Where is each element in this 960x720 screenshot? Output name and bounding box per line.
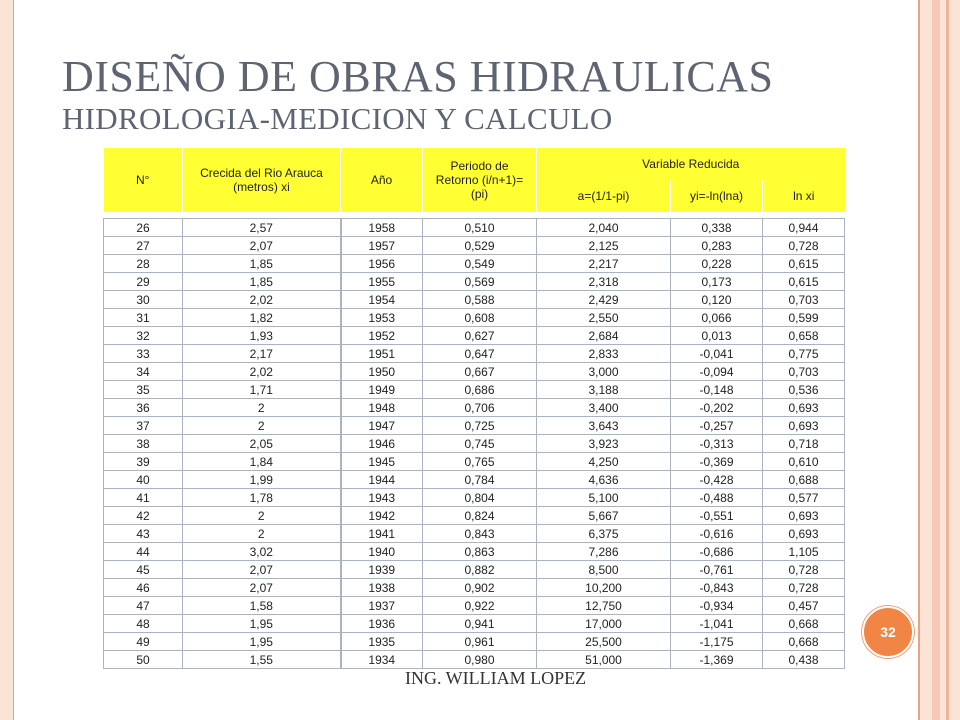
cell-n: 26	[104, 219, 183, 237]
cell-crecida: 2,07	[183, 561, 341, 579]
cell-crecida: 1,85	[183, 255, 341, 273]
cell-crecida: 1,55	[183, 651, 341, 669]
cell-periodo: 0,980	[423, 651, 537, 669]
cell-anio: 1956	[341, 255, 423, 273]
right-frame-stripe-thin	[946, 0, 949, 720]
right-frame-stripe	[932, 0, 940, 720]
cell-crecida: 2	[183, 399, 341, 417]
cell-n: 27	[104, 237, 183, 255]
cell-anio: 1934	[341, 651, 423, 669]
cell-n: 38	[104, 435, 183, 453]
cell-n: 39	[104, 453, 183, 471]
cell-a: 51,000	[537, 651, 671, 669]
cell-yi: 0,173	[671, 273, 763, 291]
cell-a: 10,200	[537, 579, 671, 597]
cell-crecida: 1,78	[183, 489, 341, 507]
cell-n: 42	[104, 507, 183, 525]
cell-crecida: 2	[183, 525, 341, 543]
cell-crecida: 2	[183, 507, 341, 525]
table-row	[104, 327, 845, 345]
table-row	[104, 255, 845, 273]
cell-yi: -1,369	[671, 651, 763, 669]
cell-crecida: 2,02	[183, 363, 341, 381]
cell-periodo: 0,667	[423, 363, 537, 381]
cell-crecida: 2,02	[183, 291, 341, 309]
table-row	[104, 489, 845, 507]
cell-crecida: 1,85	[183, 273, 341, 291]
cell-crecida: 1,71	[183, 381, 341, 399]
cell-ln-xi: 0,728	[763, 237, 845, 255]
cell-crecida: 2,05	[183, 435, 341, 453]
cell-ln-xi: 0,944	[763, 219, 845, 237]
cell-crecida: 2,57	[183, 219, 341, 237]
cell-crecida: 1,58	[183, 597, 341, 615]
cell-ln-xi: 0,693	[763, 417, 845, 435]
cell-yi: 0,066	[671, 309, 763, 327]
cell-periodo: 0,745	[423, 435, 537, 453]
cell-a: 2,125	[537, 237, 671, 255]
cell-anio: 1951	[341, 345, 423, 363]
cell-a: 17,000	[537, 615, 671, 633]
cell-n: 48	[104, 615, 183, 633]
cell-crecida: 1,84	[183, 453, 341, 471]
cell-crecida: 1,99	[183, 471, 341, 489]
table-row	[104, 381, 845, 399]
table-row	[104, 507, 845, 525]
cell-crecida: 1,95	[183, 633, 341, 651]
cell-yi: 0,228	[671, 255, 763, 273]
cell-n: 31	[104, 309, 183, 327]
cell-ln-xi: 0,599	[763, 309, 845, 327]
cell-yi: -0,761	[671, 561, 763, 579]
cell-anio: 1954	[341, 291, 423, 309]
cell-a: 2,833	[537, 345, 671, 363]
table-row	[104, 471, 845, 489]
cell-yi: -0,843	[671, 579, 763, 597]
cell-periodo: 0,647	[423, 345, 537, 363]
cell-yi: -0,257	[671, 417, 763, 435]
cell-periodo: 0,725	[423, 417, 537, 435]
table-row	[104, 615, 845, 633]
cell-periodo: 0,706	[423, 399, 537, 417]
cell-a: 5,667	[537, 507, 671, 525]
cell-yi: -0,094	[671, 363, 763, 381]
cell-periodo: 0,765	[423, 453, 537, 471]
table-row	[104, 633, 845, 651]
cell-yi: -1,041	[671, 615, 763, 633]
cell-anio: 1952	[341, 327, 423, 345]
cell-crecida: 1,93	[183, 327, 341, 345]
table-row	[104, 561, 845, 579]
cell-a: 3,400	[537, 399, 671, 417]
table-body	[104, 219, 845, 669]
table-row	[104, 525, 845, 543]
cell-a: 2,040	[537, 219, 671, 237]
table-row	[104, 219, 845, 237]
hydrology-table	[103, 148, 845, 669]
table-row	[104, 543, 845, 561]
cell-yi: 0,338	[671, 219, 763, 237]
cell-n: 37	[104, 417, 183, 435]
cell-anio: 1949	[341, 381, 423, 399]
table-row	[104, 345, 845, 363]
cell-a: 3,000	[537, 363, 671, 381]
cell-periodo: 0,627	[423, 327, 537, 345]
cell-a: 2,550	[537, 309, 671, 327]
cell-periodo: 0,961	[423, 633, 537, 651]
cell-ln-xi: 0,438	[763, 651, 845, 669]
table-row	[104, 417, 845, 435]
cell-periodo: 0,569	[423, 273, 537, 291]
table-row	[104, 651, 845, 669]
title-line-2: HIDROLOGIA-MEDICION Y CALCULO	[62, 101, 613, 136]
cell-a: 8,500	[537, 561, 671, 579]
cell-n: 46	[104, 579, 183, 597]
title-line-1: DISEÑO DE OBRAS HIDRAULICAS	[62, 52, 774, 101]
cell-n: 30	[104, 291, 183, 309]
cell-a: 5,100	[537, 489, 671, 507]
slide-title	[62, 52, 902, 136]
cell-periodo: 0,608	[423, 309, 537, 327]
cell-a: 12,750	[537, 597, 671, 615]
right-frame-line	[918, 0, 920, 720]
cell-yi: -0,428	[671, 471, 763, 489]
cell-anio: 1957	[341, 237, 423, 255]
header-anio: Año	[341, 148, 423, 212]
cell-ln-xi: 0,728	[763, 579, 845, 597]
cell-a: 7,286	[537, 543, 671, 561]
table-row	[104, 291, 845, 309]
cell-anio: 1947	[341, 417, 423, 435]
cell-yi: -0,148	[671, 381, 763, 399]
cell-a: 6,375	[537, 525, 671, 543]
cell-anio: 1950	[341, 363, 423, 381]
cell-n: 29	[104, 273, 183, 291]
cell-n: 40	[104, 471, 183, 489]
cell-periodo: 0,882	[423, 561, 537, 579]
cell-a: 2,217	[537, 255, 671, 273]
cell-ln-xi: 0,703	[763, 291, 845, 309]
left-frame-border	[0, 0, 13, 720]
cell-ln-xi: 0,703	[763, 363, 845, 381]
cell-periodo: 0,549	[423, 255, 537, 273]
left-frame-line	[13, 0, 14, 720]
cell-ln-xi: 0,728	[763, 561, 845, 579]
cell-periodo: 0,824	[423, 507, 537, 525]
cell-anio: 1946	[341, 435, 423, 453]
cell-ln-xi: 0,615	[763, 255, 845, 273]
table-row	[104, 309, 845, 327]
cell-anio: 1938	[341, 579, 423, 597]
cell-anio: 1936	[341, 615, 423, 633]
cell-yi: -0,934	[671, 597, 763, 615]
table-row	[104, 237, 845, 255]
cell-periodo: 0,686	[423, 381, 537, 399]
cell-crecida: 2,07	[183, 237, 341, 255]
cell-anio: 1939	[341, 561, 423, 579]
cell-yi: 0,013	[671, 327, 763, 345]
header-crecida: Crecida del Rio Arauca (metros) xi	[183, 148, 341, 212]
cell-n: 49	[104, 633, 183, 651]
table-row	[104, 597, 845, 615]
cell-n: 44	[104, 543, 183, 561]
cell-a: 3,643	[537, 417, 671, 435]
cell-crecida: 1,82	[183, 309, 341, 327]
footer-author: ING. WILLIAM LOPEZ	[405, 668, 587, 688]
cell-yi: -0,488	[671, 489, 763, 507]
cell-ln-xi: 1,105	[763, 543, 845, 561]
cell-a: 2,429	[537, 291, 671, 309]
cell-n: 45	[104, 561, 183, 579]
header-variable-reducida: Variable Reducida	[537, 148, 845, 180]
cell-periodo: 0,510	[423, 219, 537, 237]
cell-ln-xi: 0,615	[763, 273, 845, 291]
cell-yi: -0,313	[671, 435, 763, 453]
cell-n: 33	[104, 345, 183, 363]
cell-ln-xi: 0,668	[763, 615, 845, 633]
cell-periodo: 0,804	[423, 489, 537, 507]
cell-crecida: 2	[183, 417, 341, 435]
table-row	[104, 363, 845, 381]
cell-n: 35	[104, 381, 183, 399]
cell-n: 32	[104, 327, 183, 345]
cell-n: 36	[104, 399, 183, 417]
header-n: N°	[104, 148, 183, 212]
cell-yi: -0,041	[671, 345, 763, 363]
cell-ln-xi: 0,775	[763, 345, 845, 363]
cell-anio: 1944	[341, 471, 423, 489]
table-row	[104, 273, 845, 291]
cell-yi: -0,202	[671, 399, 763, 417]
cell-anio: 1955	[341, 273, 423, 291]
cell-ln-xi: 0,457	[763, 597, 845, 615]
cell-a: 25,500	[537, 633, 671, 651]
cell-periodo: 0,529	[423, 237, 537, 255]
cell-n: 43	[104, 525, 183, 543]
header-ln-xi: ln xi	[763, 180, 845, 212]
cell-ln-xi: 0,693	[763, 507, 845, 525]
cell-periodo: 0,843	[423, 525, 537, 543]
table-row	[104, 399, 845, 417]
table-row	[104, 579, 845, 597]
cell-a: 2,318	[537, 273, 671, 291]
cell-n: 34	[104, 363, 183, 381]
cell-crecida: 2,17	[183, 345, 341, 363]
cell-a: 4,250	[537, 453, 671, 471]
cell-periodo: 0,941	[423, 615, 537, 633]
cell-ln-xi: 0,693	[763, 399, 845, 417]
cell-ln-xi: 0,668	[763, 633, 845, 651]
cell-yi: -0,551	[671, 507, 763, 525]
page-number-badge: 32	[862, 606, 914, 658]
cell-periodo: 0,588	[423, 291, 537, 309]
cell-yi: 0,120	[671, 291, 763, 309]
cell-yi: -0,369	[671, 453, 763, 471]
cell-a: 3,188	[537, 381, 671, 399]
cell-ln-xi: 0,718	[763, 435, 845, 453]
cell-anio: 1937	[341, 597, 423, 615]
cell-anio: 1942	[341, 507, 423, 525]
table-row	[104, 453, 845, 471]
cell-a: 2,684	[537, 327, 671, 345]
table-row	[104, 435, 845, 453]
cell-ln-xi: 0,658	[763, 327, 845, 345]
cell-yi: -0,616	[671, 525, 763, 543]
header-a: a=(1/1-pi)	[537, 180, 671, 212]
cell-a: 3,923	[537, 435, 671, 453]
cell-periodo: 0,863	[423, 543, 537, 561]
cell-yi: -1,175	[671, 633, 763, 651]
cell-anio: 1948	[341, 399, 423, 417]
cell-anio: 1940	[341, 543, 423, 561]
cell-crecida: 2,07	[183, 579, 341, 597]
cell-yi: 0,283	[671, 237, 763, 255]
cell-n: 47	[104, 597, 183, 615]
cell-crecida: 3,02	[183, 543, 341, 561]
cell-periodo: 0,784	[423, 471, 537, 489]
cell-ln-xi: 0,693	[763, 525, 845, 543]
cell-anio: 1935	[341, 633, 423, 651]
cell-n: 41	[104, 489, 183, 507]
cell-ln-xi: 0,536	[763, 381, 845, 399]
cell-anio: 1945	[341, 453, 423, 471]
cell-a: 4,636	[537, 471, 671, 489]
cell-ln-xi: 0,610	[763, 453, 845, 471]
header-yi: yi=-ln(lna)	[671, 180, 763, 212]
cell-anio: 1941	[341, 525, 423, 543]
cell-ln-xi: 0,688	[763, 471, 845, 489]
cell-n: 28	[104, 255, 183, 273]
cell-yi: -0,686	[671, 543, 763, 561]
cell-ln-xi: 0,577	[763, 489, 845, 507]
cell-periodo: 0,922	[423, 597, 537, 615]
cell-anio: 1958	[341, 219, 423, 237]
header-periodo: Periodo de Retorno (i/n+1)= (pi)	[423, 148, 537, 212]
cell-anio: 1953	[341, 309, 423, 327]
cell-n: 50	[104, 651, 183, 669]
cell-crecida: 1,95	[183, 615, 341, 633]
cell-anio: 1943	[341, 489, 423, 507]
cell-periodo: 0,902	[423, 579, 537, 597]
